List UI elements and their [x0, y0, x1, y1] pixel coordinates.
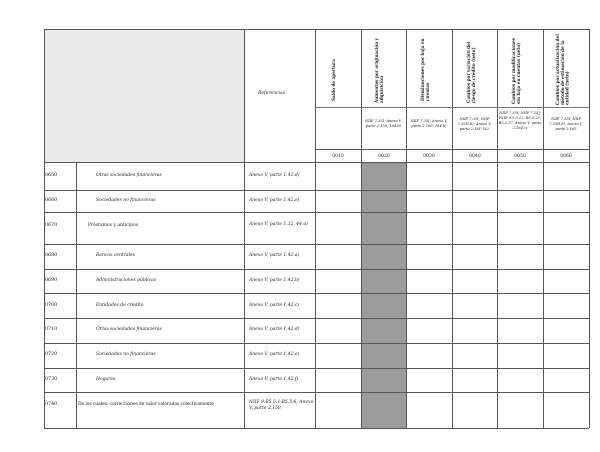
col-header-0050: Cambios por modificaciones sin baja en cuentas (neto)	[511, 37, 521, 104]
row-code: 0690	[45, 278, 58, 283]
col-ref-0030: NIIF 7.35I; Anexo V, parte 2.160, 164.b)	[410, 119, 448, 128]
row-label: Préstamos y anticipos	[88, 223, 139, 228]
col-header-0030: Disminuciones por baja en cuentas	[420, 38, 430, 101]
row-reference: Anexo V, parte 1.32, 44.a)	[249, 222, 308, 227]
row-label: Hogares	[96, 377, 116, 382]
col-code-0030: 0030	[423, 154, 435, 159]
row-reference: Anexo V, parte 1.42.c)	[249, 303, 300, 308]
row-label: Bancos centrales	[96, 253, 135, 258]
row-label: Sociedades no financieras	[96, 352, 156, 357]
row-code: 0680	[45, 253, 58, 258]
row-code: 0650	[45, 173, 58, 178]
referencias-header: Referencias	[258, 91, 286, 96]
row-reference: Anexo V, parte 1.42.b)	[249, 278, 300, 283]
row-reference: NIIF 9.B5.5.1-B5.5.6; Anexo V, parte 2.158	[249, 400, 314, 412]
col-header-0060: Cambios por actualización del método de estimación de la entidad (neto)	[555, 34, 570, 105]
col-ref-0050: NIIF 7.35I; NIIF 7.35J; NIIF 9.5.5.12, B5.5.25, B5.5.27; Anexo V, parte 2.164.c)	[498, 111, 542, 130]
col-code-0020: 0020	[378, 154, 390, 159]
row-code: 0670	[45, 223, 58, 228]
shaded-cells-0020	[361, 162, 406, 428]
row-label: De los cuales: correcciones de valor valoradas colectivamente	[78, 402, 214, 407]
header-shaded-area	[44, 29, 244, 162]
col-header-0010: Saldo de apertura	[331, 59, 336, 101]
row-code: 0740	[45, 402, 58, 407]
row-reference: Anexo V, parte 1.42.a)	[249, 253, 300, 258]
row-code: 0660	[45, 198, 58, 203]
impairment-table	[44, 29, 589, 428]
col-code-0060: 0060	[560, 154, 572, 159]
row-label: Otras sociedades financieras	[96, 173, 162, 178]
row-label: Administraciones públicas	[96, 278, 157, 283]
row-reference: Anexo V, parte 1.42.d)	[249, 173, 300, 178]
row-label: Otras sociedades financieras	[96, 327, 162, 332]
row-label: Entidades de crédito	[96, 303, 144, 308]
row-reference: Anexo V, parte 1.42.d)	[249, 327, 300, 332]
col-ref-0060: NIIF 7.35I; NIIF 7.35H,b); Anexo V, parte 2.165	[549, 117, 583, 131]
row-code: 0700	[45, 303, 58, 308]
row-code: 0730	[45, 377, 58, 382]
col-ref-0020: NIIF 7.35I; Anexo V, parte 2.159, 164.b)	[365, 119, 402, 128]
col-code-0050: 0050	[514, 154, 526, 159]
row-reference: Anexo V, parte 1.42.f)	[249, 377, 299, 382]
col-header-0020: Aumentos por originación y adquisición	[374, 37, 384, 103]
col-code-0040: 0040	[469, 154, 481, 159]
col-ref-0040: NIIF 7.35I; NIIF 7.35H,b); Anexo V, parte 2.161-162	[457, 117, 492, 131]
row-label: Sociedades no financieras	[96, 198, 156, 203]
row-reference: Anexo V, parte 1.42.e)	[249, 352, 300, 357]
row-reference: Anexo V, parte 1.42.e)	[249, 198, 300, 203]
row-code: 0720	[45, 352, 58, 357]
row-code: 0710	[45, 327, 58, 332]
col-code-0010: 0010	[332, 154, 344, 159]
col-header-0040: Cambios por variación del riesgo de crédito (neto)	[466, 41, 476, 103]
